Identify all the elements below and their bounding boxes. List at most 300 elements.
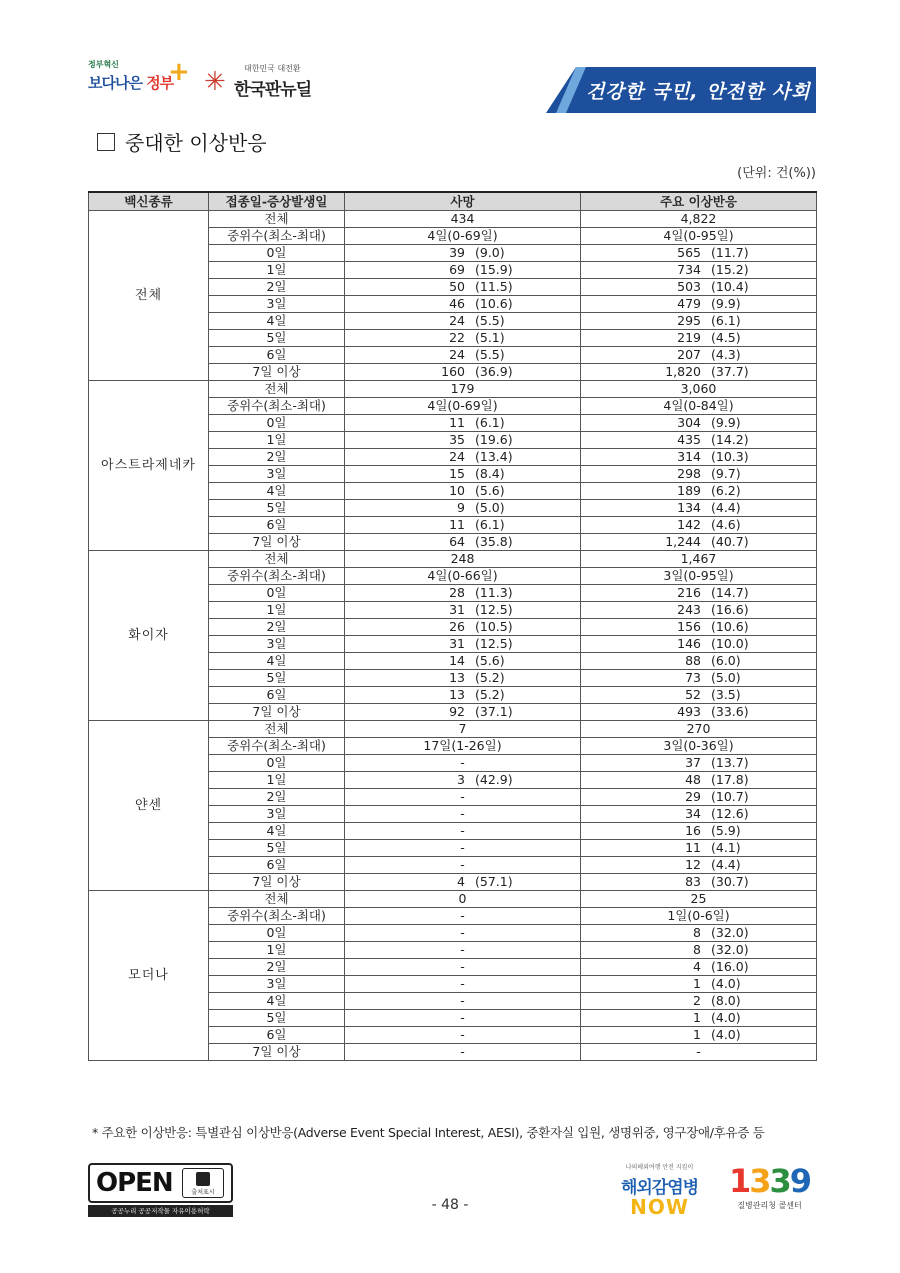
- interval-label: 전체: [209, 721, 345, 738]
- adverse-cell-count: 2: [693, 993, 701, 1008]
- death-cell-percent: (5.0): [475, 500, 505, 515]
- adverse-cell: [581, 245, 817, 262]
- adverse-cell: 3일(0-95일): [581, 568, 817, 585]
- table-row: [89, 721, 817, 738]
- adverse-cell-count: 216: [677, 585, 701, 600]
- death-cell: [345, 585, 581, 602]
- death-cell-percent: (5.5): [475, 347, 505, 362]
- adverse-cell: 270: [581, 721, 817, 738]
- adverse-cell-count: 435: [677, 432, 701, 447]
- death-cell: [345, 704, 581, 721]
- death-cell: -: [345, 840, 581, 857]
- interval-label: 0일: [209, 585, 345, 602]
- korean-new-deal-logo: [204, 59, 324, 109]
- death-cell: -: [345, 1027, 581, 1044]
- adverse-cell: [581, 942, 817, 959]
- adverse-cell-count: 189: [677, 483, 701, 498]
- interval-label: 2일: [209, 619, 345, 636]
- death-cell: 248: [345, 551, 581, 568]
- death-cell-percent: (11.5): [475, 279, 513, 294]
- death-cell-count: 26: [449, 619, 465, 634]
- death-cell-count: 9: [457, 500, 465, 515]
- interval-label: 6일: [209, 1027, 345, 1044]
- death-cell: -: [345, 925, 581, 942]
- interval-label: 전체: [209, 381, 345, 398]
- section-title: [97, 127, 267, 156]
- adverse-cell-count: 4: [693, 959, 701, 974]
- attribution-badge: [182, 1168, 224, 1198]
- adverse-cell-percent: (10.0): [711, 636, 749, 651]
- death-cell-percent: (10.5): [475, 619, 513, 634]
- adverse-cell-count: 34: [685, 806, 701, 821]
- logo2-big-text: 한국판뉴딜: [234, 80, 312, 100]
- adverse-cell-percent: (4.5): [711, 330, 741, 345]
- interval-label: 4일: [209, 653, 345, 670]
- death-cell-count: 69: [449, 262, 465, 277]
- death-cell: 4일(0-69일): [345, 398, 581, 415]
- adverse-cell-percent: (10.4): [711, 279, 749, 294]
- adverse-cell-count: 565: [677, 245, 701, 260]
- death-cell: [345, 449, 581, 466]
- adverse-cell-percent: (16.0): [711, 959, 749, 974]
- adverse-cell-count: 493: [677, 704, 701, 719]
- death-cell: -: [345, 976, 581, 993]
- death-cell-count: 46: [449, 296, 465, 311]
- interval-label: 전체: [209, 891, 345, 908]
- death-cell: 4일(0-69일): [345, 228, 581, 245]
- adverse-cell-count: 1: [693, 1027, 701, 1042]
- adverse-cell-count: 304: [677, 415, 701, 430]
- adverse-cell-count: 134: [677, 500, 701, 515]
- death-cell: [345, 330, 581, 347]
- death-cell-percent: (35.8): [475, 534, 513, 549]
- death-cell: -: [345, 959, 581, 976]
- interval-label: 0일: [209, 415, 345, 432]
- adverse-cell: [581, 330, 817, 347]
- adverse-cell: 4일(0-95일): [581, 228, 817, 245]
- adverse-cell-count: 48: [685, 772, 701, 787]
- slogan-banner: [546, 67, 816, 113]
- death-cell-count: 13: [449, 687, 465, 702]
- attribution-label: 출처표시: [191, 1189, 215, 1196]
- adverse-cell: [581, 500, 817, 517]
- death-cell: [345, 772, 581, 789]
- death-cell-count: 14: [449, 653, 465, 668]
- adverse-cell: [581, 772, 817, 789]
- death-cell: 17일(1-26일): [345, 738, 581, 755]
- plus-icon: +: [168, 57, 190, 87]
- adverse-cell-percent: (30.7): [711, 874, 749, 889]
- table-row: [89, 381, 817, 398]
- adverse-cell: 4,822: [581, 211, 817, 228]
- adverse-cell: [581, 279, 817, 296]
- table-row: [89, 891, 817, 908]
- header-major-adverse: 주요 이상반응: [581, 192, 817, 211]
- header-vaccine-type: 백신종류: [89, 192, 209, 211]
- adverse-cell: 4일(0-84일): [581, 398, 817, 415]
- adverse-cell-count: 8: [693, 942, 701, 957]
- death-cell-percent: (36.9): [475, 364, 513, 379]
- vaccine-group-name: 화이자: [89, 551, 209, 721]
- adverse-cell-percent: (11.7): [711, 245, 749, 260]
- adverse-cell-count: 298: [677, 466, 701, 481]
- adverse-cell-count: 1: [693, 976, 701, 991]
- call-center-1339-logo: [722, 1162, 817, 1217]
- death-cell: [345, 483, 581, 500]
- interval-label: 3일: [209, 976, 345, 993]
- logo1-small-text: 정부혁신: [88, 60, 119, 69]
- interval-label: 0일: [209, 925, 345, 942]
- table-row: [89, 551, 817, 568]
- adverse-cell-count: 88: [685, 653, 701, 668]
- footnote: * 주요한 이상반응: 특별관심 이상반응(Adverse Event Special Interest, AESI), 중환자실 입원, 생명위중, 영구장애/후유증 등: [92, 1125, 765, 1140]
- death-cell-percent: (5.2): [475, 687, 505, 702]
- death-cell-count: 4: [457, 874, 465, 889]
- logo2-small-text: 대한민국 대전환: [244, 64, 301, 73]
- adverse-cell: [581, 466, 817, 483]
- adverse-cell-percent: (12.6): [711, 806, 749, 821]
- death-cell-percent: (8.4): [475, 466, 505, 481]
- adverse-cell-count: 219: [677, 330, 701, 345]
- interval-label: 중위수(최소-최대): [209, 398, 345, 415]
- adverse-cell-percent: (10.7): [711, 789, 749, 804]
- section-title-text: 중대한 이상반응: [125, 131, 267, 155]
- interval-label: 7일 이상: [209, 1044, 345, 1061]
- vaccine-group-name: 얀센: [89, 721, 209, 891]
- death-cell-percent: (12.5): [475, 636, 513, 651]
- adverse-cell-count: 146: [677, 636, 701, 651]
- digit-1: 1: [728, 1162, 750, 1200]
- adverse-cell-percent: (9.9): [711, 415, 741, 430]
- adverse-cell-count: 29: [685, 789, 701, 804]
- death-cell-count: 35: [449, 432, 465, 447]
- interval-label: 2일: [209, 279, 345, 296]
- adverse-cell: [581, 1010, 817, 1027]
- interval-label: 중위수(최소-최대): [209, 568, 345, 585]
- death-cell-percent: (42.9): [475, 772, 513, 787]
- death-cell: 179: [345, 381, 581, 398]
- interval-label: 중위수(최소-최대): [209, 228, 345, 245]
- death-cell-percent: (5.6): [475, 483, 505, 498]
- death-cell: 7: [345, 721, 581, 738]
- death-cell: -: [345, 908, 581, 925]
- death-cell-percent: (12.5): [475, 602, 513, 617]
- interval-label: 7일 이상: [209, 704, 345, 721]
- adverse-cell: [581, 806, 817, 823]
- interval-label: 5일: [209, 1010, 345, 1027]
- adverse-cell-count: 142: [677, 517, 701, 532]
- adverse-cell-percent: (5.9): [711, 823, 741, 838]
- adverse-cell: [581, 313, 817, 330]
- adverse-cell-percent: (4.0): [711, 1027, 741, 1042]
- death-cell: [345, 653, 581, 670]
- government-innovation-logo: [88, 59, 193, 109]
- interval-label: 7일 이상: [209, 364, 345, 381]
- interval-label: 3일: [209, 466, 345, 483]
- interval-label: 5일: [209, 500, 345, 517]
- adverse-cell: [581, 704, 817, 721]
- interval-label: 1일: [209, 602, 345, 619]
- death-cell: [345, 415, 581, 432]
- interval-label: 5일: [209, 840, 345, 857]
- interval-label: 6일: [209, 687, 345, 704]
- adverse-cell: [581, 449, 817, 466]
- adverse-cell-percent: (16.6): [711, 602, 749, 617]
- death-cell-count: 31: [449, 636, 465, 651]
- adverse-cell-count: 1,244: [665, 534, 701, 549]
- adverse-cell: [581, 619, 817, 636]
- adverse-cell-percent: (17.8): [711, 772, 749, 787]
- death-cell: -: [345, 823, 581, 840]
- death-cell-count: 24: [449, 449, 465, 464]
- death-cell: [345, 347, 581, 364]
- adverse-cell-percent: (4.0): [711, 1010, 741, 1025]
- adverse-cell: [581, 670, 817, 687]
- death-cell-count: 11: [449, 415, 465, 430]
- death-cell: [345, 534, 581, 551]
- digit-4: 9: [789, 1162, 811, 1200]
- adverse-cell: [581, 347, 817, 364]
- adverse-cell-percent: (6.1): [711, 313, 741, 328]
- adverse-cell-count: 16: [685, 823, 701, 838]
- adverse-cell: 3,060: [581, 381, 817, 398]
- adverse-cell-count: 479: [677, 296, 701, 311]
- interval-label: 5일: [209, 670, 345, 687]
- death-cell-percent: (6.1): [475, 415, 505, 430]
- interval-label: 0일: [209, 755, 345, 772]
- adverse-cell-count: 314: [677, 449, 701, 464]
- adverse-cell: -: [581, 1044, 817, 1061]
- table-row: [89, 211, 817, 228]
- header-onset-interval: 접종일-증상발생일: [209, 192, 345, 211]
- adverse-cell: [581, 976, 817, 993]
- death-cell: [345, 517, 581, 534]
- adverse-cell-percent: (10.6): [711, 619, 749, 634]
- adverse-cell: [581, 636, 817, 653]
- death-cell-percent: (13.4): [475, 449, 513, 464]
- vaccine-group-name: 전체: [89, 211, 209, 381]
- page-number: - 48 -: [431, 1197, 469, 1213]
- adverse-cell-count: 37: [685, 755, 701, 770]
- checkbox-square-icon: [97, 133, 115, 151]
- overseas-infection-now-logo: [612, 1162, 707, 1217]
- death-cell-percent: (10.6): [475, 296, 513, 311]
- death-cell-percent: (15.9): [475, 262, 513, 277]
- interval-label: 2일: [209, 789, 345, 806]
- banner-text: 건강한 국민, 안전한 사회: [586, 81, 811, 103]
- unit-label: (단위: 건(%)): [737, 166, 816, 181]
- adverse-cell: [581, 789, 817, 806]
- death-cell: [345, 602, 581, 619]
- adverse-cell: [581, 364, 817, 381]
- death-cell-count: 92: [449, 704, 465, 719]
- interval-label: 1일: [209, 772, 345, 789]
- death-cell: [345, 636, 581, 653]
- adverse-cell-count: 11: [685, 840, 701, 855]
- now-title: 해외감염병: [620, 1178, 699, 1198]
- adverse-cell-count: 52: [685, 687, 701, 702]
- interval-label: 전체: [209, 211, 345, 228]
- interval-label: 6일: [209, 517, 345, 534]
- adverse-cell: [581, 959, 817, 976]
- adverse-cell-percent: (5.0): [711, 670, 741, 685]
- death-cell-count: 50: [449, 279, 465, 294]
- adverse-cell-percent: (3.5): [711, 687, 741, 702]
- adverse-cell: [581, 415, 817, 432]
- interval-label: 1일: [209, 432, 345, 449]
- open-text: OPEN: [96, 1168, 173, 1198]
- adverse-cell-percent: (4.1): [711, 840, 741, 855]
- adverse-cell-percent: (9.7): [711, 466, 741, 481]
- adverse-cell-percent: (10.3): [711, 449, 749, 464]
- open-license-caption: 공공누리 공공저작물 자유이용허락: [88, 1205, 233, 1217]
- interval-label: 6일: [209, 347, 345, 364]
- adverse-cell-percent: (13.7): [711, 755, 749, 770]
- logo1-big-b: 정부: [146, 74, 174, 92]
- adverse-cell-percent: (32.0): [711, 942, 749, 957]
- death-cell-count: 11: [449, 517, 465, 532]
- interval-label: 3일: [209, 806, 345, 823]
- death-cell-count: 64: [449, 534, 465, 549]
- interval-label: 0일: [209, 245, 345, 262]
- interval-label: 4일: [209, 993, 345, 1010]
- adverse-cell: [581, 1027, 817, 1044]
- adverse-cell: [581, 687, 817, 704]
- adverse-cell: [581, 993, 817, 1010]
- death-cell-count: 22: [449, 330, 465, 345]
- adverse-cell-count: 73: [685, 670, 701, 685]
- adverse-cell-percent: (8.0): [711, 993, 741, 1008]
- death-cell-percent: (11.3): [475, 585, 513, 600]
- interval-label: 중위수(최소-최대): [209, 908, 345, 925]
- death-cell-percent: (5.2): [475, 670, 505, 685]
- adverse-cell-count: 207: [677, 347, 701, 362]
- interval-label: 7일 이상: [209, 534, 345, 551]
- interval-label: 4일: [209, 313, 345, 330]
- interval-label: 4일: [209, 483, 345, 500]
- adverse-cell: [581, 925, 817, 942]
- death-cell-count: 160: [441, 364, 465, 379]
- death-cell: 4일(0-66일): [345, 568, 581, 585]
- adverse-cell-percent: (40.7): [711, 534, 749, 549]
- interval-label: 1일: [209, 262, 345, 279]
- person-icon: [196, 1172, 210, 1186]
- adverse-cell: [581, 874, 817, 891]
- death-cell: [345, 432, 581, 449]
- death-cell-percent: (5.6): [475, 653, 505, 668]
- table-header-row: [89, 192, 817, 211]
- death-cell: 0: [345, 891, 581, 908]
- death-cell: 434: [345, 211, 581, 228]
- death-cell: -: [345, 806, 581, 823]
- interval-label: 4일: [209, 823, 345, 840]
- adverse-cell: [581, 534, 817, 551]
- death-cell-percent: (5.5): [475, 313, 505, 328]
- vaccine-group-name: 아스트라제네카: [89, 381, 209, 551]
- digit-2: 3: [749, 1162, 770, 1200]
- adverse-cell-count: 83: [685, 874, 701, 889]
- adverse-cell-percent: (37.7): [711, 364, 749, 379]
- death-cell: -: [345, 1010, 581, 1027]
- adverse-cell: [581, 296, 817, 313]
- death-cell: [345, 670, 581, 687]
- adverse-cell: [581, 262, 817, 279]
- adverse-cell: [581, 840, 817, 857]
- death-cell-percent: (57.1): [475, 874, 513, 889]
- adverse-cell-count: 1: [693, 1010, 701, 1025]
- adverse-cell-percent: (6.0): [711, 653, 741, 668]
- digit-3: 3: [769, 1162, 790, 1200]
- death-cell: [345, 296, 581, 313]
- adverse-cell: [581, 857, 817, 874]
- adverse-cell-count: 734: [677, 262, 701, 277]
- interval-label: 3일: [209, 296, 345, 313]
- adverse-cell: [581, 755, 817, 772]
- death-cell: [345, 619, 581, 636]
- adverse-cell-count: 8: [693, 925, 701, 940]
- death-cell: -: [345, 755, 581, 772]
- death-cell: -: [345, 1044, 581, 1061]
- page-header: [88, 55, 816, 117]
- death-cell-count: 3: [457, 772, 465, 787]
- adverse-cell-percent: (4.3): [711, 347, 741, 362]
- adverse-cell: [581, 432, 817, 449]
- death-cell-percent: (9.0): [475, 245, 505, 260]
- adverse-cell-count: 12: [685, 857, 701, 872]
- death-cell: -: [345, 993, 581, 1010]
- death-cell: -: [345, 789, 581, 806]
- interval-label: 전체: [209, 551, 345, 568]
- death-cell: [345, 279, 581, 296]
- adverse-cell-percent: (33.6): [711, 704, 749, 719]
- adverse-cell: [581, 823, 817, 840]
- table-body: [89, 211, 817, 1061]
- adverse-cell-percent: (32.0): [711, 925, 749, 940]
- death-cell-count: 31: [449, 602, 465, 617]
- adverse-cell-percent: (15.2): [711, 262, 749, 277]
- death-cell-count: 39: [449, 245, 465, 260]
- interval-label: 3일: [209, 636, 345, 653]
- adverse-cell: 1,467: [581, 551, 817, 568]
- adverse-cell: [581, 483, 817, 500]
- adverse-cell-count: 503: [677, 279, 701, 294]
- death-cell-count: 15: [449, 466, 465, 481]
- adverse-cell: 3일(0-36일): [581, 738, 817, 755]
- death-cell-percent: (6.1): [475, 517, 505, 532]
- death-cell: [345, 245, 581, 262]
- interval-label: 7일 이상: [209, 874, 345, 891]
- death-cell: [345, 687, 581, 704]
- death-cell-percent: (5.1): [475, 330, 505, 345]
- death-cell: -: [345, 942, 581, 959]
- adverse-cell-count: 295: [677, 313, 701, 328]
- interval-label: 2일: [209, 959, 345, 976]
- death-cell: [345, 262, 581, 279]
- interval-label: 중위수(최소-최대): [209, 738, 345, 755]
- adverse-event-table: [88, 191, 817, 1061]
- death-cell-percent: (37.1): [475, 704, 513, 719]
- death-cell-count: 13: [449, 670, 465, 685]
- death-cell: [345, 313, 581, 330]
- vaccine-group-name: 모더나: [89, 891, 209, 1061]
- burst-icon: ✳: [204, 67, 226, 97]
- interval-label: 1일: [209, 942, 345, 959]
- logo1-big-a: 보다나은: [88, 74, 147, 92]
- adverse-cell: [581, 517, 817, 534]
- death-cell-percent: (19.6): [475, 432, 513, 447]
- death-cell-count: 10: [449, 483, 465, 498]
- adverse-cell: 1일(0-6일): [581, 908, 817, 925]
